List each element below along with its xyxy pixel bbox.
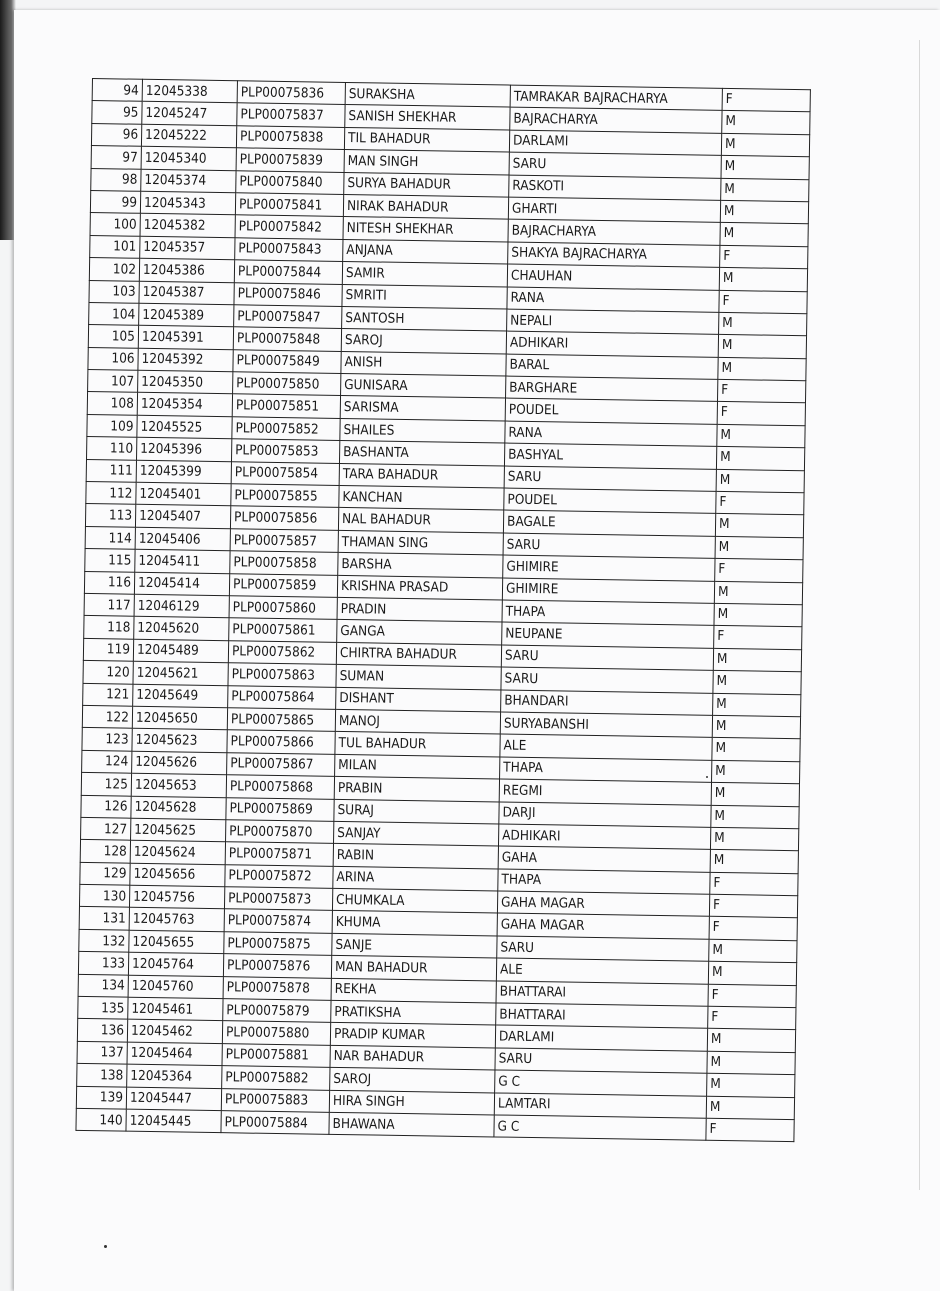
gender-cell: M bbox=[721, 133, 809, 157]
first-name-cell: SAMIR bbox=[342, 262, 507, 287]
registration-id-cell: 12045399 bbox=[136, 460, 231, 484]
gender-cell: F bbox=[716, 491, 804, 515]
serial-number-cell: 107 bbox=[88, 370, 138, 393]
last-name-cell: LAMTARI bbox=[494, 1093, 706, 1119]
registration-id-cell: 12045414 bbox=[134, 572, 229, 596]
last-name-cell: GAHA MAGAR bbox=[497, 913, 709, 939]
last-name-cell: BAGALE bbox=[503, 510, 715, 536]
last-name-cell: BHATTARAI bbox=[496, 1003, 708, 1029]
gender-cell: M bbox=[715, 536, 803, 560]
serial-number-cell: 131 bbox=[79, 907, 129, 930]
serial-number-cell: 124 bbox=[82, 750, 132, 773]
first-name-cell: SMRITI bbox=[342, 284, 507, 309]
registration-id-cell: 12045447 bbox=[126, 1087, 221, 1111]
registration-id-cell: 12045340 bbox=[141, 146, 236, 170]
plp-code-cell: PLP00075842 bbox=[235, 215, 343, 239]
last-name-cell: BARAL bbox=[506, 354, 718, 380]
registration-id-cell: 12045364 bbox=[127, 1064, 222, 1088]
first-name-cell: TIL BAHADUR bbox=[344, 127, 509, 152]
last-name-cell: BHATTARAI bbox=[496, 981, 708, 1007]
first-name-cell: KHUMA bbox=[332, 911, 497, 936]
gender-cell: F bbox=[708, 984, 796, 1008]
gender-cell: M bbox=[707, 1073, 795, 1097]
serial-number-cell: 122 bbox=[82, 705, 132, 728]
gender-cell: F bbox=[708, 1006, 796, 1030]
registration-id-cell: 12045350 bbox=[138, 370, 233, 394]
gender-cell: F bbox=[709, 894, 797, 918]
first-name-cell: TARA BAHADUR bbox=[339, 463, 504, 488]
plp-code-cell: PLP00075872 bbox=[225, 864, 333, 888]
registration-id-cell: 12045626 bbox=[132, 751, 227, 775]
registration-id-cell: 12045357 bbox=[140, 236, 235, 260]
serial-number-cell: 139 bbox=[76, 1086, 126, 1109]
serial-number-cell: 103 bbox=[89, 280, 139, 303]
gender-cell: M bbox=[718, 357, 806, 381]
first-name-cell: NAR BAHADUR bbox=[330, 1045, 495, 1070]
registration-id-cell: 12045655 bbox=[129, 930, 224, 954]
first-name-cell: CHIRTRA BAHADUR bbox=[336, 642, 501, 667]
last-name-cell: SURYABANSHI bbox=[500, 712, 712, 738]
registration-id-cell: 12045763 bbox=[129, 908, 224, 932]
plp-code-cell: PLP00075860 bbox=[229, 596, 337, 620]
last-name-cell: SARU bbox=[501, 645, 713, 671]
last-name-cell: GHIMIRE bbox=[502, 578, 714, 604]
serial-number-cell: 99 bbox=[90, 190, 140, 213]
last-name-cell: DARLAMI bbox=[495, 1025, 707, 1051]
last-name-cell: CHAUHAN bbox=[507, 264, 719, 290]
gender-cell: M bbox=[715, 514, 803, 538]
registration-id-cell: 12045406 bbox=[135, 527, 230, 551]
serial-number-cell: 137 bbox=[77, 1041, 127, 1064]
last-name-cell: ALE bbox=[496, 958, 708, 984]
registration-id-cell: 12045653 bbox=[131, 773, 226, 797]
last-name-cell: POUDEL bbox=[505, 399, 717, 425]
plp-code-cell: PLP00075847 bbox=[234, 305, 342, 329]
underlying-page-edge bbox=[919, 40, 920, 1190]
gender-cell: M bbox=[711, 805, 799, 829]
serial-number-cell: 106 bbox=[88, 347, 138, 370]
serial-number-cell: 127 bbox=[81, 817, 131, 840]
serial-number-cell: 101 bbox=[90, 235, 140, 258]
gender-cell: M bbox=[721, 178, 809, 202]
plp-code-cell: PLP00075884 bbox=[221, 1111, 329, 1135]
last-name-cell: NEUPANE bbox=[502, 622, 714, 648]
first-name-cell: THAMAN SING bbox=[338, 530, 503, 555]
gender-cell: M bbox=[717, 424, 805, 448]
serial-number-cell: 105 bbox=[88, 325, 138, 348]
plp-code-cell: PLP00075841 bbox=[235, 193, 343, 217]
plp-code-cell: PLP00075851 bbox=[232, 394, 340, 418]
last-name-cell: BAJRACHARYA bbox=[508, 219, 720, 245]
last-name-cell: BHANDARI bbox=[501, 690, 713, 716]
registration-id-cell: 12045620 bbox=[134, 617, 229, 641]
serial-number-cell: 135 bbox=[78, 996, 128, 1019]
registration-id-cell: 12045625 bbox=[131, 818, 226, 842]
last-name-cell: DARJI bbox=[499, 801, 711, 827]
last-name-cell: RANA bbox=[505, 421, 717, 447]
registration-id-cell: 12045411 bbox=[135, 549, 230, 573]
serial-number-cell: 112 bbox=[86, 481, 136, 504]
plp-code-cell: PLP00075866 bbox=[227, 730, 335, 754]
registration-id-cell: 12045401 bbox=[136, 482, 231, 506]
plp-code-cell: PLP00075874 bbox=[224, 909, 332, 933]
registration-id-cell: 12046129 bbox=[134, 594, 229, 618]
plp-code-cell: PLP00075837 bbox=[237, 103, 345, 127]
plp-code-cell: PLP00075862 bbox=[228, 640, 336, 664]
registration-id-cell: 12045624 bbox=[130, 840, 225, 864]
gender-cell: M bbox=[707, 1029, 795, 1053]
student-register-table bbox=[75, 78, 810, 1143]
last-name-cell: SARU bbox=[503, 533, 715, 559]
first-name-cell: PRABIN bbox=[334, 777, 499, 802]
plp-code-cell: PLP00075865 bbox=[227, 708, 335, 732]
registration-id-cell: 12045382 bbox=[140, 214, 235, 238]
serial-number-cell: 123 bbox=[82, 728, 132, 751]
first-name-cell: KANCHAN bbox=[339, 485, 504, 510]
serial-number-cell: 97 bbox=[91, 146, 141, 169]
first-name-cell: CHUMKALA bbox=[332, 888, 497, 913]
registration-id-cell: 12045462 bbox=[127, 1020, 222, 1044]
gender-cell: F bbox=[715, 559, 803, 583]
serial-number-cell: 111 bbox=[86, 459, 136, 482]
last-name-cell: SARU bbox=[497, 936, 709, 962]
ink-speck bbox=[104, 1245, 107, 1248]
plp-code-cell: PLP00075852 bbox=[232, 417, 340, 441]
first-name-cell: SURAJ bbox=[334, 799, 499, 824]
first-name-cell: SANTOSH bbox=[342, 306, 507, 331]
first-name-cell: SANJE bbox=[332, 933, 497, 958]
serial-number-cell: 121 bbox=[83, 683, 133, 706]
gender-cell: M bbox=[707, 1051, 795, 1075]
serial-number-cell: 132 bbox=[79, 929, 129, 952]
first-name-cell: SUMAN bbox=[336, 665, 501, 690]
serial-number-cell: 130 bbox=[79, 884, 129, 907]
registration-id-cell: 12045445 bbox=[126, 1109, 221, 1133]
first-name-cell: MAN SINGH bbox=[344, 150, 509, 175]
last-name-cell: THAPA bbox=[500, 757, 712, 783]
serial-number-cell: 117 bbox=[84, 593, 134, 616]
first-name-cell: SARISMA bbox=[340, 396, 505, 421]
last-name-cell: GAHA bbox=[498, 846, 710, 872]
first-name-cell: SANJAY bbox=[334, 821, 499, 846]
serial-number-cell: 119 bbox=[83, 638, 133, 661]
gender-cell: M bbox=[712, 760, 800, 784]
first-name-cell: ARINA bbox=[333, 866, 498, 891]
plp-code-cell: PLP00075836 bbox=[237, 81, 345, 105]
last-name-cell: POUDEL bbox=[504, 488, 716, 514]
first-name-cell: SAROJ bbox=[330, 1068, 495, 1093]
last-name-cell: TAMRAKAR BAJRACHARYA bbox=[510, 85, 722, 111]
first-name-cell: SURYA BAHADUR bbox=[344, 172, 509, 197]
plp-code-cell: PLP00075853 bbox=[231, 439, 339, 463]
gender-cell: M bbox=[722, 111, 810, 135]
serial-number-cell: 129 bbox=[80, 862, 130, 885]
first-name-cell: NITESH SHEKHAR bbox=[343, 217, 508, 242]
last-name-cell: GHARTI bbox=[508, 197, 720, 223]
serial-number-cell: 138 bbox=[77, 1064, 127, 1087]
plp-code-cell: PLP00075844 bbox=[234, 260, 342, 284]
serial-number-cell: 104 bbox=[89, 302, 139, 325]
registration-id-cell: 12045386 bbox=[139, 258, 234, 282]
gender-cell: M bbox=[706, 1096, 794, 1120]
serial-number-cell: 108 bbox=[87, 392, 137, 415]
first-name-cell: HIRA SINGH bbox=[329, 1090, 494, 1115]
plp-code-cell: PLP00075839 bbox=[236, 148, 344, 172]
registration-id-cell: 12045343 bbox=[140, 191, 235, 215]
first-name-cell: NIRAK BAHADUR bbox=[343, 194, 508, 219]
serial-number-cell: 118 bbox=[84, 616, 134, 639]
registration-id-cell: 12045389 bbox=[139, 303, 234, 327]
first-name-cell: KRISHNA PRASAD bbox=[337, 575, 502, 600]
first-name-cell: BARSHA bbox=[338, 553, 503, 578]
gender-cell: M bbox=[709, 939, 797, 963]
plp-code-cell: PLP00075849 bbox=[233, 349, 341, 373]
gender-cell: M bbox=[719, 268, 807, 292]
registration-id-cell: 12045628 bbox=[131, 796, 226, 820]
gender-cell: M bbox=[713, 693, 801, 717]
gender-cell: M bbox=[714, 603, 802, 627]
gender-cell: M bbox=[721, 156, 809, 180]
gender-cell: F bbox=[717, 379, 805, 403]
serial-number-cell: 98 bbox=[91, 168, 141, 191]
last-name-cell: BAJRACHARYA bbox=[510, 107, 722, 133]
serial-number-cell: 136 bbox=[77, 1019, 127, 1042]
gender-cell: F bbox=[720, 245, 808, 269]
first-name-cell: PRATIKSHA bbox=[331, 1000, 496, 1025]
first-name-cell: ANISH bbox=[341, 351, 506, 376]
plp-code-cell: PLP00075855 bbox=[231, 484, 339, 508]
first-name-cell: PRADIN bbox=[337, 597, 502, 622]
plp-code-cell: PLP00075858 bbox=[230, 551, 338, 575]
last-name-cell: G C bbox=[495, 1070, 707, 1096]
plp-code-cell: PLP00075882 bbox=[222, 1066, 330, 1090]
last-name-cell: GAHA MAGAR bbox=[497, 891, 709, 917]
plp-code-cell: PLP00075846 bbox=[234, 282, 342, 306]
plp-code-cell: PLP00075867 bbox=[227, 752, 335, 776]
plp-code-cell: PLP00075850 bbox=[233, 372, 341, 396]
gender-cell: M bbox=[716, 469, 804, 493]
plp-code-cell: PLP00075843 bbox=[235, 238, 343, 262]
last-name-cell: GHIMIRE bbox=[503, 555, 715, 581]
registration-id-cell: 12045392 bbox=[138, 348, 233, 372]
last-name-cell: ALE bbox=[500, 734, 712, 760]
plp-code-cell: PLP00075871 bbox=[225, 842, 333, 866]
gender-cell: F bbox=[709, 917, 797, 941]
gender-cell: F bbox=[710, 872, 798, 896]
registration-id-cell: 12045623 bbox=[132, 729, 227, 753]
serial-number-cell: 110 bbox=[87, 437, 137, 460]
last-name-cell: SHAKYA BAJRACHARYA bbox=[508, 242, 720, 268]
gender-cell: M bbox=[718, 335, 806, 359]
last-name-cell: NEPALI bbox=[507, 309, 719, 335]
registration-id-cell: 12045338 bbox=[142, 79, 237, 103]
serial-number-cell: 133 bbox=[78, 952, 128, 975]
first-name-cell: NAL BAHADUR bbox=[338, 508, 503, 533]
last-name-cell: THAPA bbox=[502, 600, 714, 626]
plp-code-cell: PLP00075840 bbox=[236, 170, 344, 194]
gender-cell: M bbox=[716, 447, 804, 471]
last-name-cell: ADHIKARI bbox=[506, 331, 718, 357]
serial-number-cell: 102 bbox=[89, 258, 139, 281]
gender-cell: M bbox=[714, 581, 802, 605]
plp-code-cell: PLP00075848 bbox=[233, 327, 341, 351]
first-name-cell: GUNISARA bbox=[341, 374, 506, 399]
registration-id-cell: 12045649 bbox=[133, 684, 228, 708]
last-name-cell: BASHYAL bbox=[504, 443, 716, 469]
first-name-cell: MANOJ bbox=[335, 709, 500, 734]
first-name-cell: SHAILES bbox=[340, 418, 505, 443]
serial-number-cell: 128 bbox=[80, 840, 130, 863]
plp-code-cell: PLP00075856 bbox=[230, 506, 338, 530]
first-name-cell: SAROJ bbox=[341, 329, 506, 354]
first-name-cell: SURAKSHA bbox=[345, 82, 510, 107]
plp-code-cell: PLP00075876 bbox=[223, 954, 331, 978]
last-name-cell: DARLAMI bbox=[509, 130, 721, 156]
registration-id-cell: 12045222 bbox=[141, 124, 236, 148]
first-name-cell: RABIN bbox=[333, 844, 498, 869]
gender-cell: M bbox=[720, 200, 808, 224]
serial-number-cell: 126 bbox=[81, 795, 131, 818]
gender-cell: M bbox=[713, 648, 801, 672]
registration-id-cell: 12045760 bbox=[128, 975, 223, 999]
plp-code-cell: PLP00075854 bbox=[231, 461, 339, 485]
serial-number-cell: 113 bbox=[85, 504, 135, 527]
first-name-cell: BHAWANA bbox=[329, 1112, 494, 1137]
plp-code-cell: PLP00075880 bbox=[222, 1021, 330, 1045]
registration-id-cell: 12045396 bbox=[137, 437, 232, 461]
gender-cell: F bbox=[722, 88, 810, 112]
last-name-cell: RANA bbox=[507, 287, 719, 313]
plp-code-cell: PLP00075879 bbox=[223, 999, 331, 1023]
first-name-cell: REKHA bbox=[331, 978, 496, 1003]
serial-number-cell: 100 bbox=[90, 213, 140, 236]
serial-number-cell: 109 bbox=[87, 414, 137, 437]
registration-id-cell: 12045650 bbox=[132, 706, 227, 730]
plp-code-cell: PLP00075864 bbox=[228, 685, 336, 709]
plp-code-cell: PLP00075883 bbox=[221, 1088, 329, 1112]
registration-id-cell: 12045764 bbox=[128, 952, 223, 976]
gender-cell: M bbox=[719, 312, 807, 336]
gender-cell: M bbox=[712, 715, 800, 739]
serial-number-cell: 95 bbox=[92, 101, 142, 124]
gender-cell: M bbox=[710, 827, 798, 851]
registration-id-cell: 12045464 bbox=[127, 1042, 222, 1066]
first-name-cell: MAN BAHADUR bbox=[331, 956, 496, 981]
first-name-cell: SANISH SHEKHAR bbox=[345, 105, 510, 130]
plp-code-cell: PLP00075863 bbox=[228, 663, 336, 687]
first-name-cell: BASHANTA bbox=[339, 441, 504, 466]
serial-number-cell: 120 bbox=[83, 661, 133, 684]
registration-id-cell: 12045387 bbox=[139, 281, 234, 305]
gender-cell: M bbox=[712, 738, 800, 762]
register-table-body bbox=[76, 79, 810, 1143]
plp-code-cell: PLP00075881 bbox=[222, 1043, 330, 1067]
registration-id-cell: 12045391 bbox=[138, 326, 233, 350]
registration-id-cell: 12045756 bbox=[129, 885, 224, 909]
last-name-cell: ADHIKARI bbox=[498, 824, 710, 850]
first-name-cell: DISHANT bbox=[336, 687, 501, 712]
serial-number-cell: 116 bbox=[84, 571, 134, 594]
plp-code-cell: PLP00075861 bbox=[229, 618, 337, 642]
last-name-cell: SARU bbox=[504, 466, 716, 492]
last-name-cell: SARU bbox=[501, 667, 713, 693]
plp-code-cell: PLP00075859 bbox=[229, 573, 337, 597]
registration-id-cell: 12045461 bbox=[128, 997, 223, 1021]
serial-number-cell: 140 bbox=[76, 1108, 126, 1131]
gender-cell: M bbox=[711, 782, 799, 806]
serial-number-cell: 125 bbox=[81, 773, 131, 796]
gender-cell: M bbox=[710, 850, 798, 874]
first-name-cell: ANJANA bbox=[343, 239, 508, 264]
registration-id-cell: 12045247 bbox=[142, 102, 237, 126]
registration-id-cell: 12045656 bbox=[130, 863, 225, 887]
plp-code-cell: PLP00075878 bbox=[223, 976, 331, 1000]
registration-id-cell: 12045525 bbox=[137, 415, 232, 439]
plp-code-cell: PLP00075869 bbox=[226, 797, 334, 821]
serial-number-cell: 115 bbox=[85, 549, 135, 572]
plp-code-cell: PLP00075870 bbox=[226, 820, 334, 844]
gender-cell: F bbox=[714, 626, 802, 650]
serial-number-cell: 134 bbox=[78, 974, 128, 997]
plp-code-cell: PLP00075875 bbox=[224, 932, 332, 956]
registration-id-cell: 12045489 bbox=[133, 639, 228, 663]
registration-id-cell: 12045407 bbox=[135, 505, 230, 529]
gender-cell: F bbox=[706, 1118, 794, 1142]
last-name-cell: BARGHARE bbox=[506, 376, 718, 402]
registration-id-cell: 12045374 bbox=[141, 169, 236, 193]
gender-cell: M bbox=[708, 962, 796, 986]
serial-number-cell: 114 bbox=[85, 526, 135, 549]
last-name-cell: SARU bbox=[495, 1048, 707, 1074]
first-name-cell: TUL BAHADUR bbox=[335, 732, 500, 757]
last-name-cell: THAPA bbox=[498, 869, 710, 895]
gender-cell: F bbox=[717, 402, 805, 426]
serial-number-cell: 96 bbox=[91, 123, 141, 146]
plp-code-cell: PLP00075857 bbox=[230, 529, 338, 553]
gender-cell: F bbox=[719, 290, 807, 314]
plp-code-cell: PLP00075838 bbox=[236, 126, 344, 150]
gender-cell: M bbox=[713, 670, 801, 694]
first-name-cell: PRADIP KUMAR bbox=[330, 1023, 495, 1048]
last-name-cell: SARU bbox=[509, 152, 721, 178]
last-name-cell: G C bbox=[494, 1115, 706, 1141]
last-name-cell: REGMI bbox=[499, 779, 711, 805]
plp-code-cell: PLP00075873 bbox=[224, 887, 332, 911]
registration-id-cell: 12045354 bbox=[137, 393, 232, 417]
first-name-cell: MILAN bbox=[335, 754, 500, 779]
plp-code-cell: PLP00075868 bbox=[226, 775, 334, 799]
last-name-cell: RASKOTI bbox=[509, 175, 721, 201]
first-name-cell: GANGA bbox=[337, 620, 502, 645]
registration-id-cell: 12045621 bbox=[133, 661, 228, 685]
serial-number-cell: 94 bbox=[92, 79, 142, 102]
gender-cell: M bbox=[720, 223, 808, 247]
